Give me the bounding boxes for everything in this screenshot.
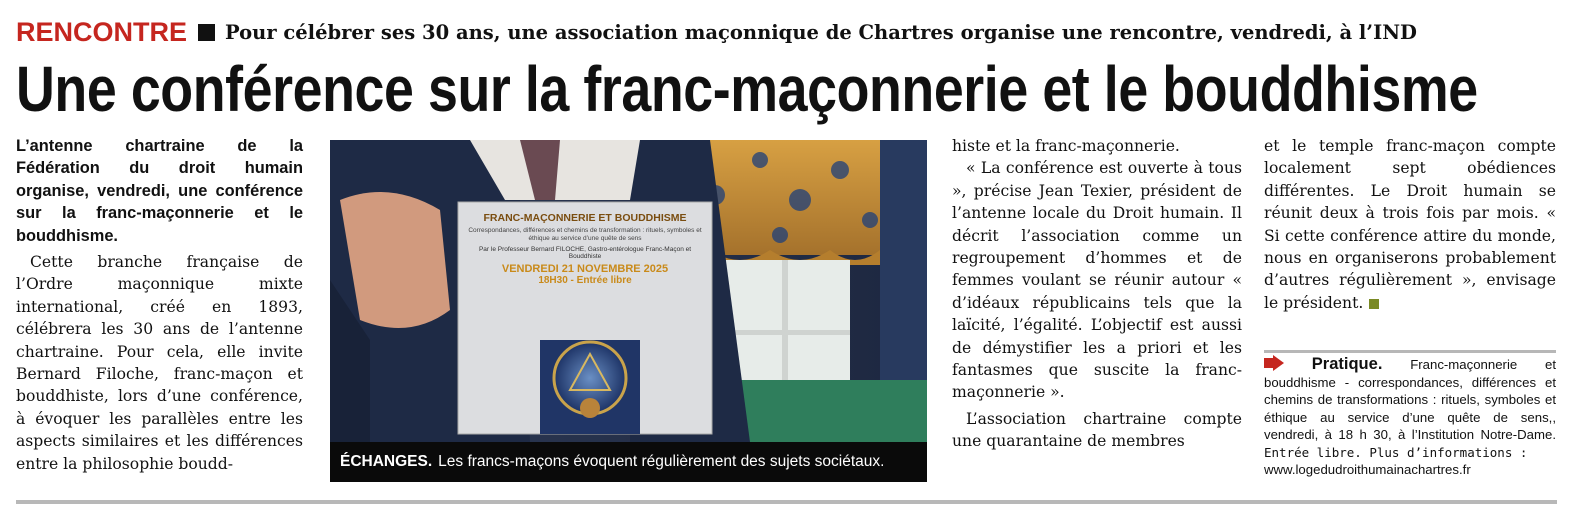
col3-paragraph-2: « La conférence est ouverte à tous », précise Jean Texier, président de l’antenne locale du Droit humain. Il décrit l’association comme un regroupement d’hommes et de femmes voulant se réunir autour « d’idéaux républicains tels que la laïcité, l’égalité. L’objectif est aussi de démystifier les a priori et les fantasmes que suscite la franc-maçonnerie ». <box>952 159 1242 402</box>
poster-title: FRANC-MAÇONNERIE ET BOUDDHISME <box>483 212 687 224</box>
col3-paragraph-1: histe et la franc-maçonnerie. <box>952 137 1180 155</box>
kicker <box>16 14 1417 50</box>
photo <box>330 140 927 482</box>
column-1 <box>16 135 303 475</box>
kicker-text: Pour célébrer ses 30 ans, une association maçonnique de Chartres organise une rencontre, vendredi, à l’IND <box>225 20 1417 44</box>
lead-paragraph: L’antenne chartraine de la Fédération du droit humain organise, vendredi, une conférence sur la franc-maçonnerie et le bouddhisme. <box>16 137 303 245</box>
headline: Une conférence sur la franc-maçonnerie et le bouddhisme <box>16 53 1478 125</box>
col3-paragraph-3: L’association chartraine compte une quarantaine de membres <box>952 409 1242 451</box>
caption-text: Les francs-maçons évoquent régulièrement des sujets sociétaux. <box>438 453 885 470</box>
poster-subtitle: Correspondances, différences et chemins de transformation : rituels, symboles et éthique au service d’une quête de sens <box>468 227 702 242</box>
kicker-tag: RENCONTRE <box>16 16 188 47</box>
poster-time: 18H30 - Entrée libre <box>538 275 632 286</box>
photo-caption <box>330 442 927 482</box>
col4-text: et le temple franc-maçon compte localement sept obédiences différentes. Le Droit humain se réunit deux à trois fois par mois. « Si cette conférence attire du monde, nous en organiserons probablement d’autres régulièrement », envisage le président. <box>1264 137 1556 312</box>
caption-label: ÉCHANGES. <box>340 453 433 470</box>
kicker-square-icon <box>198 24 215 41</box>
pratique-title: Pratique. <box>1311 355 1383 373</box>
poster-author: Par le Professeur Bernard FILOCHE, Gastro-entérologue Franc-Maçon et Bouddhiste <box>478 246 692 260</box>
col4-paragraph-1 <box>1264 135 1556 314</box>
poster-date: VENDREDI 21 NOVEMBRE 2025 <box>501 263 669 275</box>
pratique-url: www.logedudroithumainachartres.fr <box>1264 462 1471 477</box>
photo-illustration <box>330 140 927 442</box>
pratique-info: Entrée libre. Plus d’informations : <box>1264 444 1528 460</box>
pratique-text: Franc-maçonnerie et bouddhisme - correspondances, différences et chemins de transformations : rituels, symboles et éthique au service d’une quête de sens,, vendredi, à 18 h 30, à l’Institution Notre-Dame. <box>1264 357 1556 442</box>
pratique-content <box>1264 355 1556 479</box>
body-paragraph: Cette branche française de l’Ordre maçonnique mixte international, créé en 1893, célébrera les 30 ans de l’antenne chartraine. Pour cela, elle invite Bernard Filoche, franc-maçon et bouddhiste, lors d’une conférence, à évoquer les parallèles entre les aspects similaires et les différences entre la philosophie boudd- <box>16 253 303 473</box>
bottom-rule <box>16 500 1557 504</box>
column-4 <box>1264 135 1556 314</box>
column-3 <box>952 135 1242 453</box>
end-of-article-icon <box>1369 299 1379 309</box>
poster-text <box>468 212 702 286</box>
pratique-box <box>1264 350 1556 479</box>
arrow-icon <box>1264 355 1284 371</box>
